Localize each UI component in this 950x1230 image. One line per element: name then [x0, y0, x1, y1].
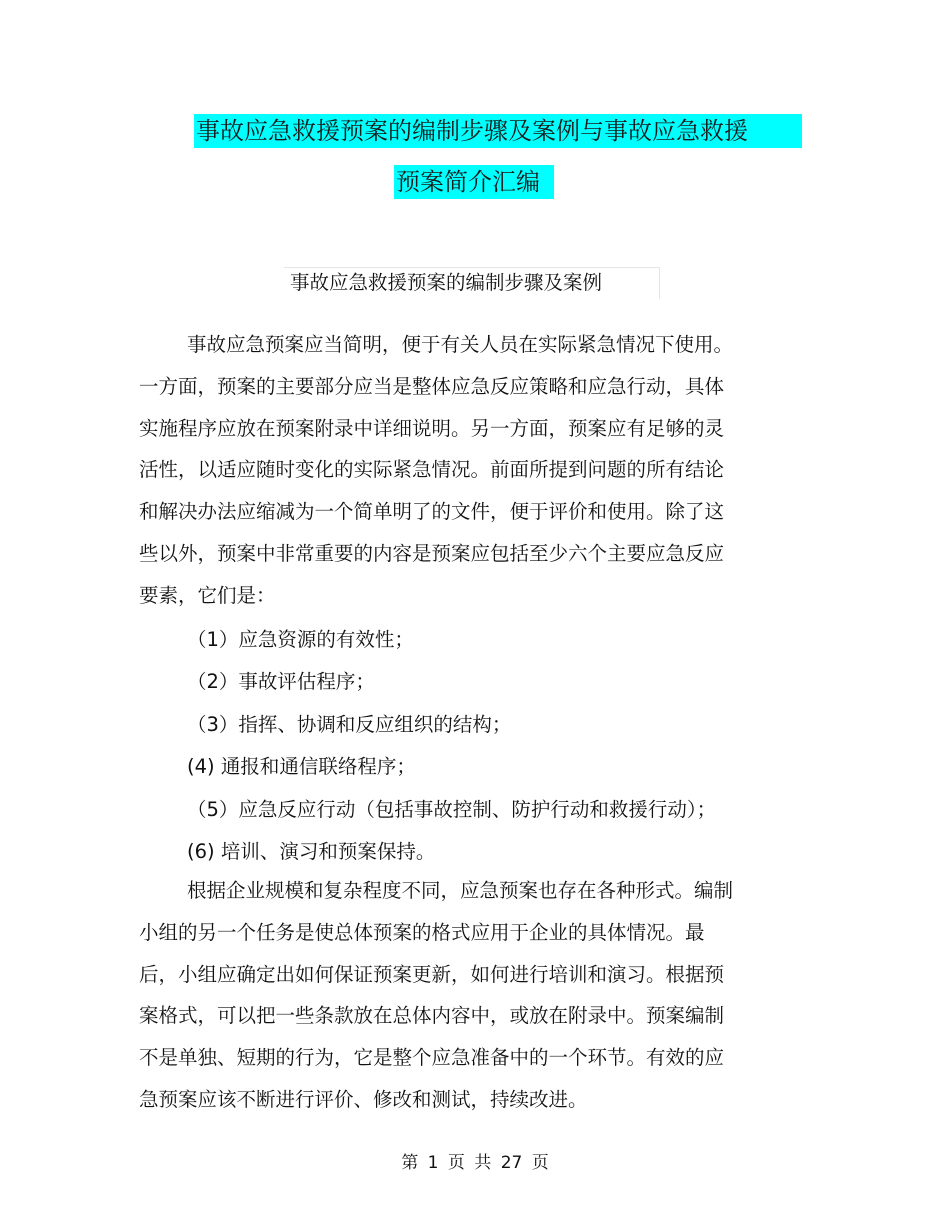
page-footer: 第 1 页 共 27 页: [401, 1153, 549, 1173]
document-title-line-2: 预案简介汇编: [394, 165, 554, 199]
paragraph-line: 后，小组应确定出如何保证预案更新，如何进行培训和演习。根据预: [139, 962, 725, 986]
paragraph-line: 一方面，预案的主要部分应当是整体应急反应策略和应急行动，具体: [139, 374, 725, 398]
paragraph-line: 和解决办法应缩减为一个简单明了的文件，便于评价和使用。除了这: [139, 500, 725, 524]
list-item: （2）事故评估程序；: [187, 670, 375, 694]
paragraph-line: 活性，以适应随时变化的实际紧急情况。前面所提到问题的所有结论: [139, 458, 725, 482]
list-item: (4) 通报和通信联络程序；: [187, 755, 416, 779]
paragraph-format: [139, 870, 759, 1121]
paragraph-line: 实施程序应放在预案附录中详细说明。另一方面，预案应有足够的灵: [139, 416, 725, 440]
paragraph-line: 案格式，可以把一些条款放在总体内容中，或放在附录中。预案编制: [139, 1004, 725, 1028]
paragraph-line: 小组的另一个任务是使总体预案的格式应用于企业的具体情况。最: [139, 920, 705, 944]
paragraph-line: 根据企业规模和复杂程度不同，应急预案也存在各种形式。编制: [187, 879, 734, 902]
paragraph-line: 急预案应该不断进行评价、修改和测试，持续改进。: [139, 1087, 588, 1111]
paragraph-intro: [139, 324, 759, 617]
document-title-line-1: 事故应急救援预案的编制步骤及案例与事故应急救援: [194, 114, 802, 148]
list-item: （5）应急反应行动（包括事故控制、防护行动和救援行动）；: [187, 797, 717, 821]
paragraph-line: 不是单独、短期的行为，它是整个应急准备中的一个环节。有效的应: [139, 1046, 725, 1070]
paragraph-line: 事故应急预案应当简明，便于有关人员在实际紧急情况下使用。: [187, 333, 734, 356]
list-item: （3）指挥、协调和反应组织的结构；: [187, 712, 512, 736]
paragraph-line: 要素，它们是：: [139, 583, 276, 607]
paragraph-line: 些以外，预案中非常重要的内容是预案应包括至少六个主要应急反应: [139, 541, 725, 565]
emergency-elements-list: [187, 619, 716, 873]
list-item: (6) 培训、演习和预案保持。: [187, 839, 436, 863]
list-item: （1）应急资源的有效性；: [187, 628, 414, 651]
section-subtitle: 事故应急救援预案的编制步骤及案例: [290, 271, 603, 294]
